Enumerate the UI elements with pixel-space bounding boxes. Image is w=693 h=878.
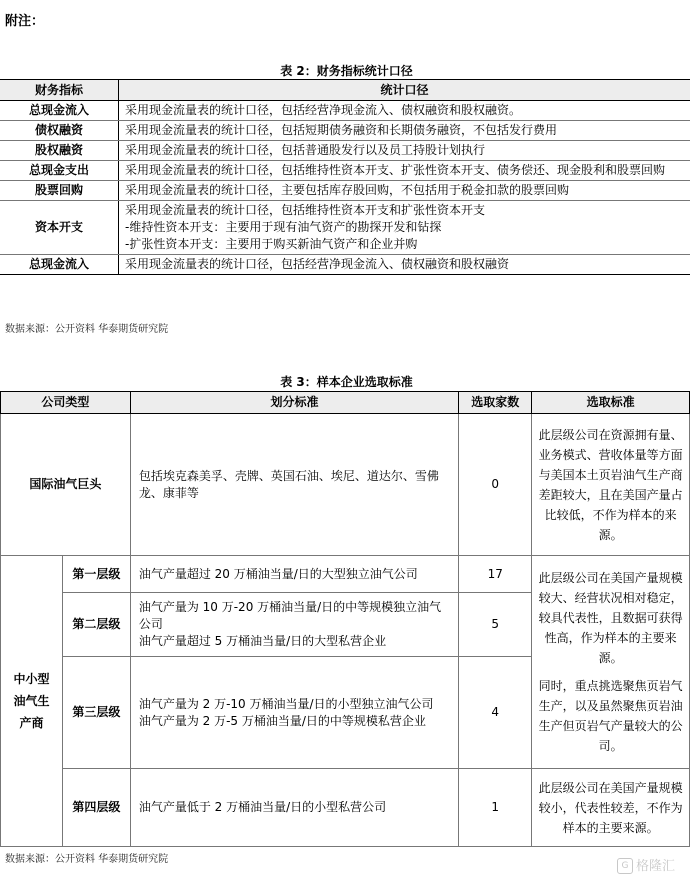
tier-name: 第一层级 bbox=[62, 556, 130, 593]
indicator-scope: 采用现金流量表的统计口径，包括普通股发行以及员工持股计划执行 bbox=[119, 141, 691, 161]
indicator-scope: 采用现金流量表的统计口径，包括经营净现金流入、债权融资和股权融资 bbox=[119, 255, 691, 275]
indicator-scope: 采用现金流量表的统计口径，主要包括库存股回购，不包括用于税金扣款的股票回购 bbox=[119, 181, 691, 201]
tier-name: 第三层级 bbox=[62, 657, 130, 769]
selected-count: 1 bbox=[459, 769, 532, 847]
table2-header-type: 公司类型 bbox=[1, 392, 131, 414]
watermark: G 格隆汇 bbox=[617, 855, 675, 875]
division-criteria: 油气产量为 2 万-10 万桶油当量/日的小型独立油气公司 油气产量为 2 万-5 万桶油当量/日的中等规模私营企业 bbox=[130, 657, 458, 769]
indicator-scope: 采用现金流量表的统计口径，包括维持性资本开支和扩张性资本开支 -维持性资本开支：主要用于现有油气资产的勘探开发和钻探 -扩张性资本开支：主要用于购买新油气资产和企业并购 bbox=[119, 201, 691, 255]
table-row bbox=[0, 101, 690, 121]
division-criteria: 包括埃克森美孚、壳牌、英国石油、埃尼、道达尔、雪佛龙、康菲等 bbox=[130, 414, 458, 556]
table-row bbox=[1, 556, 690, 593]
division-criteria: 油气产量低于 2 万桶油当量/日的小型私营公司 bbox=[130, 769, 458, 847]
indicator-name: 资本开支 bbox=[0, 201, 119, 255]
indicator-name: 股权融资 bbox=[0, 141, 119, 161]
indicator-scope: 采用现金流量表的统计口径，包括短期债务融资和长期债务融资，不包括发行费用 bbox=[119, 121, 691, 141]
page-heading: 附注： bbox=[5, 14, 45, 29]
selection-standard: 此层级公司在资源拥有量、业务模式、营收体量等方面与美国本土页岩油气生产商差距较大，且在美国产量占比较低，不作为样本的来源。 bbox=[532, 414, 690, 556]
selection-standard: 此层级公司在美国产量规模较大、经营状况相对稳定，较具代表性，且数据可获得性高，作为样本的主要来源。 同时，重点挑选聚焦页岩气生产，以及虽然聚焦页岩油生产但页岩气产量较大的公司。 bbox=[532, 556, 690, 769]
division-criteria: 油气产量为 10 万-20 万桶油当量/日的中等规模独立油气公司 油气产量超过 5 万桶油当量/日的大型私营企业 bbox=[130, 593, 458, 657]
company-type: 国际油气巨头 bbox=[1, 414, 131, 556]
table2-header-criteria: 划分标准 bbox=[130, 392, 458, 414]
financial-indicator-table bbox=[0, 79, 690, 275]
table-row bbox=[0, 201, 690, 255]
sample-selection-table bbox=[0, 391, 690, 847]
selection-standard: 此层级公司在美国产量规模较小，代表性较差，不作为样本的主要来源。 bbox=[532, 769, 690, 847]
table-row bbox=[0, 181, 690, 201]
selected-count: 5 bbox=[459, 593, 532, 657]
indicator-name: 股票回购 bbox=[0, 181, 119, 201]
division-criteria: 油气产量超过 20 万桶油当量/日的大型独立油气公司 bbox=[130, 556, 458, 593]
selected-count: 17 bbox=[459, 556, 532, 593]
indicator-scope: 采用现金流量表的统计口径，包括经营净现金流入、债权融资和股权融资。 bbox=[119, 101, 691, 121]
table1-source: 数据来源：公开资料 华泰期货研究院 bbox=[5, 324, 169, 335]
table-row bbox=[0, 121, 690, 141]
indicator-name: 债权融资 bbox=[0, 121, 119, 141]
tier-name: 第四层级 bbox=[62, 769, 130, 847]
table-row bbox=[1, 769, 690, 847]
table1-header-scope: 统计口径 bbox=[119, 80, 691, 101]
table-row bbox=[0, 161, 690, 181]
table-row bbox=[0, 255, 690, 275]
tier-name: 第二层级 bbox=[62, 593, 130, 657]
table1-caption: 表 2：财务指标统计口径 bbox=[280, 64, 413, 78]
indicator-name: 总现金流入 bbox=[0, 101, 119, 121]
table2-caption: 表 3：样本企业选取标准 bbox=[280, 375, 413, 389]
watermark-logo-icon: G bbox=[617, 858, 633, 874]
company-type: 中小型油气生产商 bbox=[1, 556, 63, 847]
selected-count: 0 bbox=[459, 414, 532, 556]
indicator-scope: 采用现金流量表的统计口径，包括维持性资本开支、扩张性资本开支、债务偿还、现金股利和股票回购 bbox=[119, 161, 691, 181]
table2-header-count: 选取家数 bbox=[459, 392, 532, 414]
indicator-name: 总现金流入 bbox=[0, 255, 119, 275]
selected-count: 4 bbox=[459, 657, 532, 769]
table1-header-indicator: 财务指标 bbox=[0, 80, 119, 101]
table-row bbox=[0, 141, 690, 161]
table2-source: 数据来源：公开资料 华泰期货研究院 bbox=[5, 854, 169, 865]
table2-header-standard: 选取标准 bbox=[532, 392, 690, 414]
table-row bbox=[1, 414, 690, 556]
indicator-name: 总现金支出 bbox=[0, 161, 119, 181]
